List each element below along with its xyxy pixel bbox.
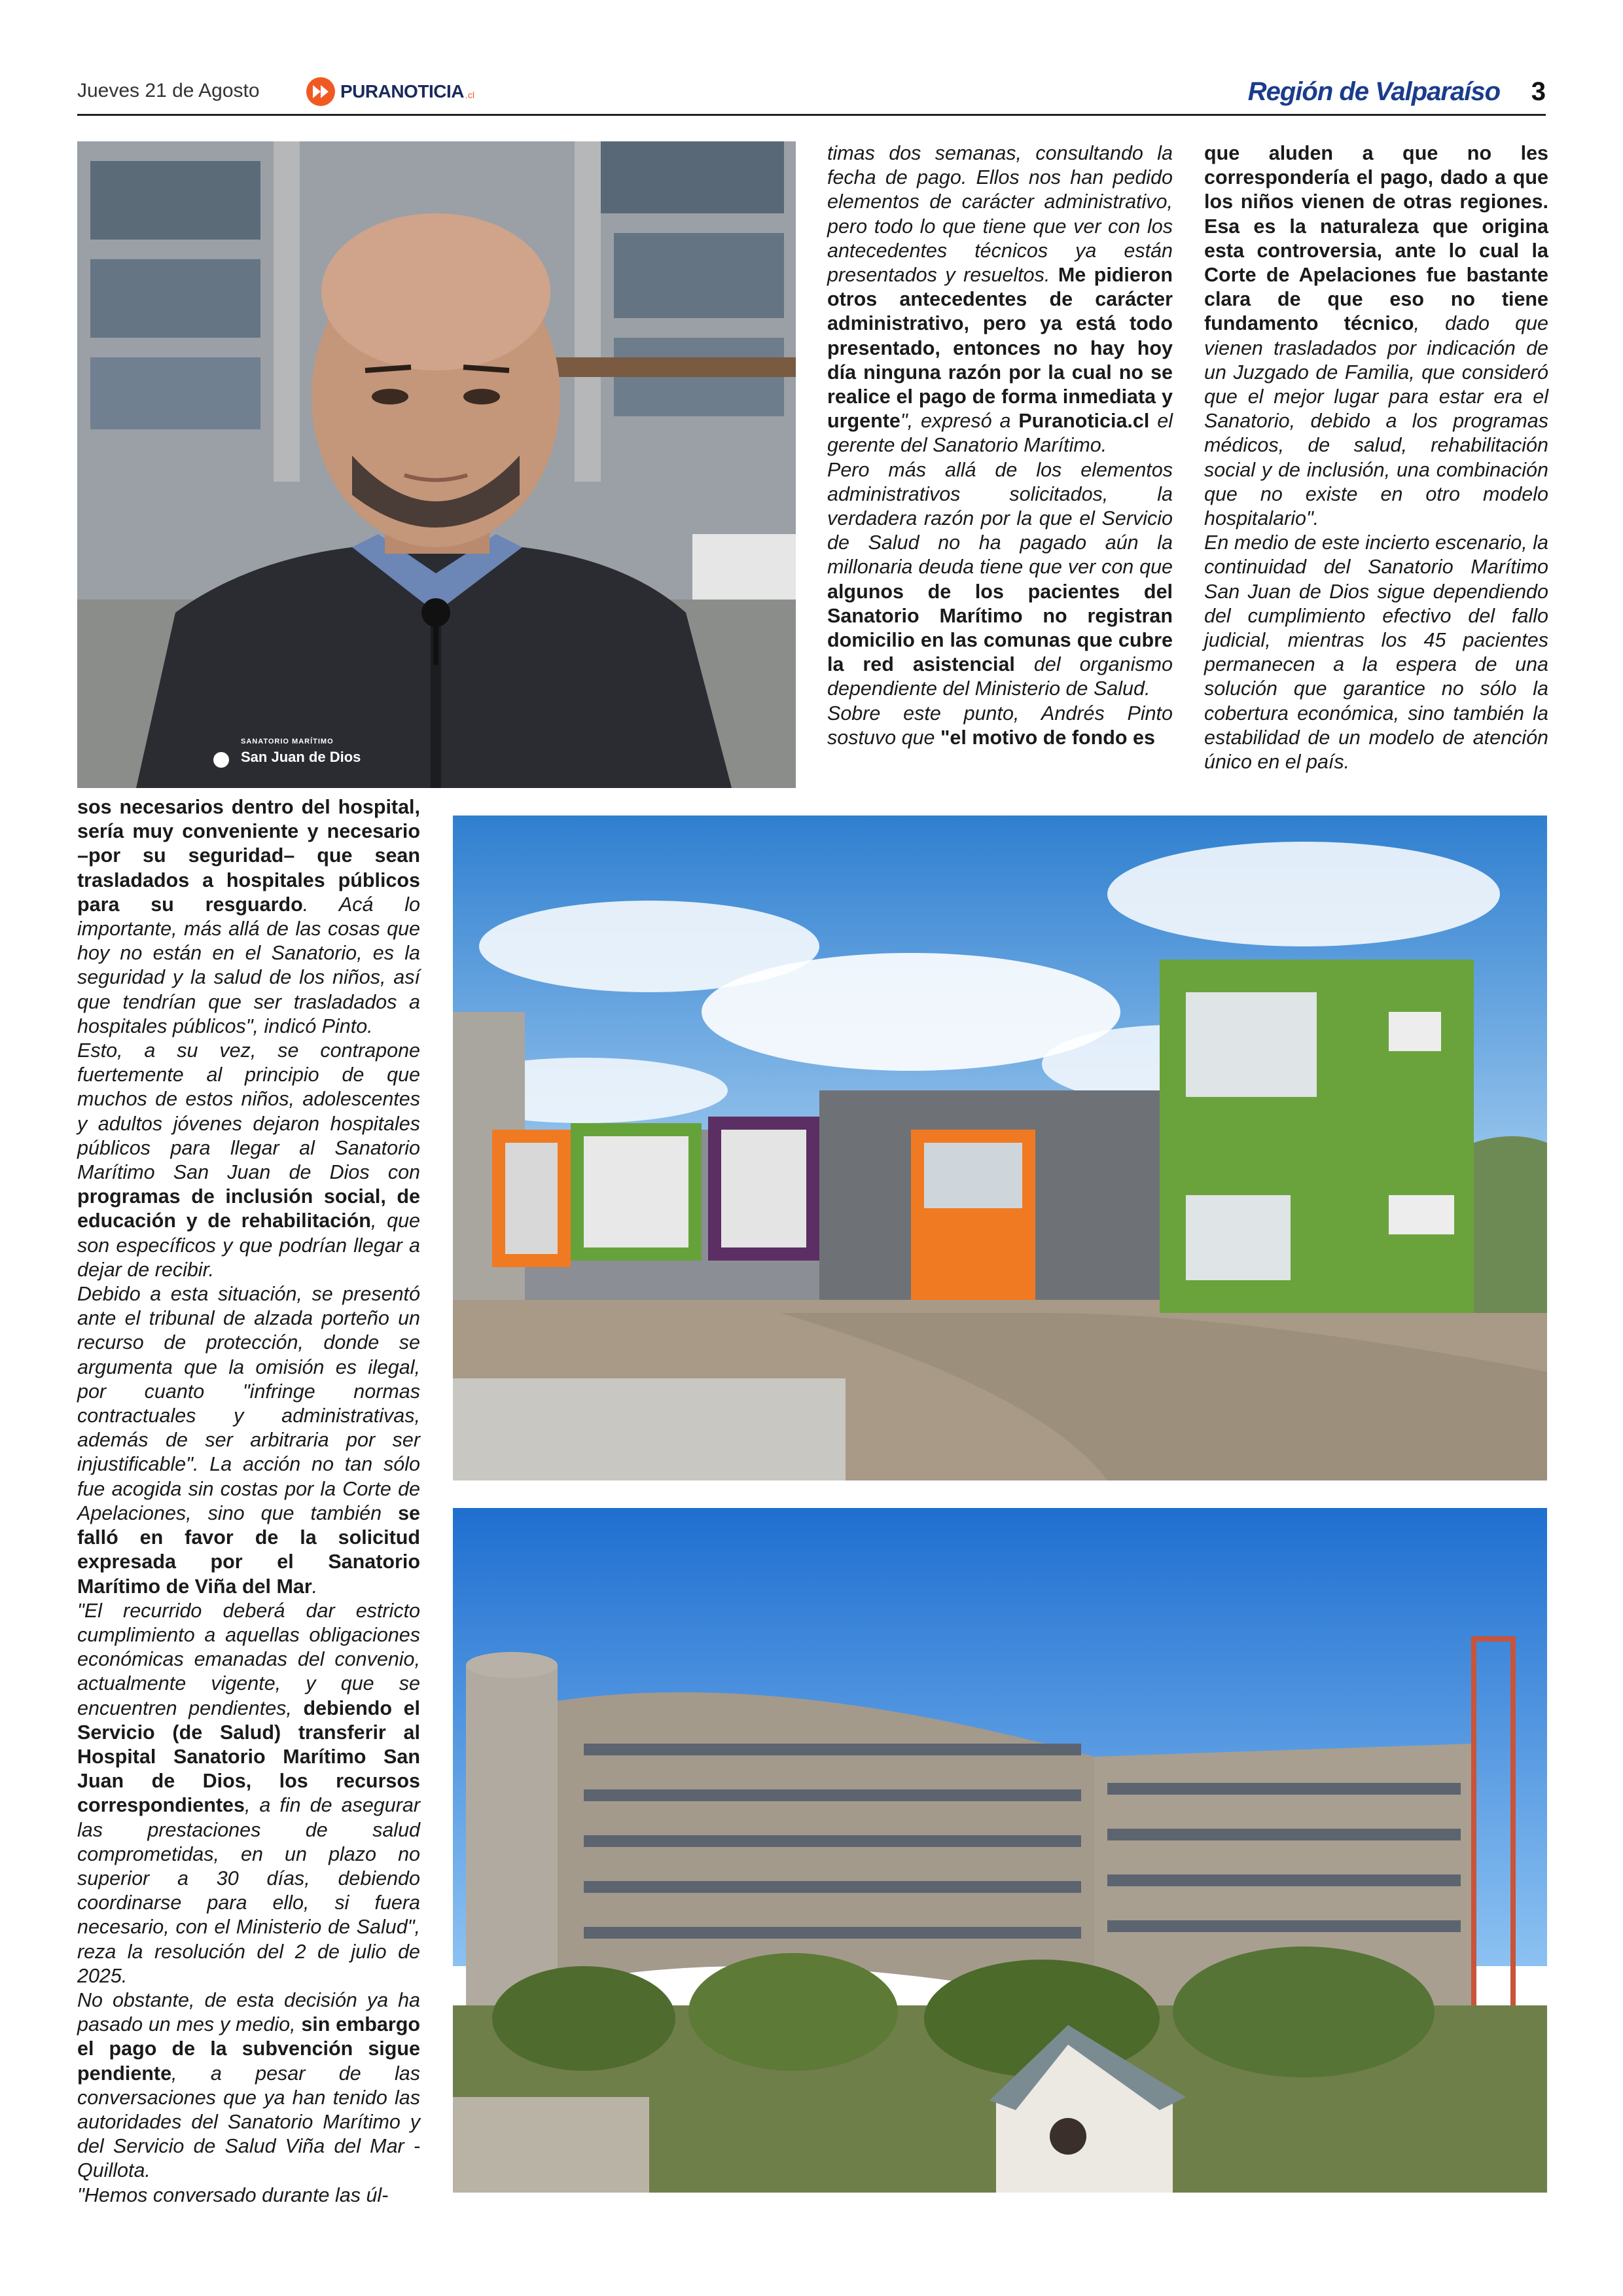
- bold-text-run: se falló en favor de la solicitud expresada por el Sanatorio Marítimo de Viña del Mar: [77, 1501, 420, 1598]
- italic-text-run: Sobre este punto, Andrés Pinto sostuvo que: [827, 702, 1173, 749]
- logo-text: PURANOTICIA: [340, 81, 464, 101]
- page-number: 3: [1531, 77, 1546, 106]
- sanatorio-building-photo: [453, 816, 1547, 1480]
- italic-text-run: "El recurrido deberá dar estricto cumplimiento a aquellas obligaciones económicas emanadas del convenio, actualmente vigente, y que se encuentren pendientes,: [77, 1599, 420, 1719]
- italic-text-run: "Hemos conversado durante las úl-: [77, 2183, 389, 2206]
- italic-text-run: , que son específicos y que podrían llegar a dejar de recibir.: [77, 1210, 420, 1281]
- article-column-middle: [827, 141, 1173, 750]
- header-divider: [77, 114, 1546, 116]
- section-title: Región de Valparaíso: [1247, 77, 1500, 106]
- bold-text-run: "el motivo de fondo es: [940, 726, 1155, 749]
- italic-text-run: el gerente del Sanatorio Marítimo.: [827, 410, 1173, 457]
- italic-text-run: , a fin de asegurar las prestaciones de salud comprometidas, en un plazo no superior a 30 días, debiendo coordinarse para ello, si fuera necesario, con el Ministerio de Salud", reza la resolución del 2 de julio de 2025.: [77, 1794, 420, 1987]
- italic-text-run: , dado que vienen trasladados por indicación de un Juzgado de Familia, que consideró que el mejor lugar para estar era el Sanatorio, debido a los programas médicos, de salud, rehabilitación social y de inclusión, una combinación que no existe en otro modelo hospitalario".: [1204, 312, 1548, 530]
- column-text: [827, 141, 1173, 750]
- puranoticia-logo: [306, 77, 474, 106]
- bold-text-run: sos necesarios dentro del hospital, sería muy conveniente y necesario –por su seguridad– que sean trasladados a hospitales públicos para su resguardo: [77, 796, 420, 916]
- bold-text-run: Puranoticia.cl: [1018, 410, 1150, 433]
- bold-text-run: debiendo el Servicio (de Salud) transferir al Hospital Sanatorio Marítimo San Juan de Dios, los recursos correspondientes: [77, 1696, 420, 1817]
- bold-text-run: algunos de los pacientes del Sanatorio Marítimo no registran domicilio en las comunas que cubre la red asistencial: [827, 580, 1173, 676]
- article-column-right: [1204, 141, 1548, 774]
- italic-text-run: timas dos semanas, consultando la fecha de pago. Ellos nos han pedido elementos de carácter administrativo, pero todo lo que tiene que ver con los antecedentes técnicos ya están presentados y resueltos.: [827, 142, 1173, 287]
- jacket-logo: SANATORIO MARÍTIMO San Juan de Dios: [241, 738, 361, 765]
- bold-text-run: programas de inclusión social, de educación y de rehabilitación: [77, 1185, 420, 1232]
- italic-text-run: del organismo dependiente del Ministerio de Salud.: [827, 653, 1173, 700]
- bold-text-run: sin embargo el pago de la subvención sigue pendiente: [77, 2013, 420, 2085]
- italic-text-run: Pero más allá de los elementos administrativos solicitados, la verdadera razón por la que el Servicio de Salud no ha pagado aún la millonaria deuda tiene que ver con que: [827, 458, 1173, 579]
- play-arrows-icon: [306, 77, 335, 106]
- column-text: [1204, 141, 1548, 774]
- bold-text-run: que aluden a que no les correspondería el pago, dado a que los niños vienen de otras regiones. Esa es la naturaleza que origina esta controversia, ante lo cual la Corte de Apelaciones fue bastante clara de que eso no tiene fundamento técnico: [1204, 142, 1548, 335]
- bold-text-run: Me pidieron otros antecedentes de carácter administrativo, pero ya está todo presentado, entonces no hay hoy día ninguna razón por la cual no se realice el pago de forma inmediata y urgente: [827, 264, 1173, 433]
- page-header: [77, 73, 1546, 117]
- issue-date: Jueves 21 de Agosto: [77, 80, 260, 101]
- logo-suffix: .cl: [465, 90, 474, 100]
- portrait-photo: [77, 141, 796, 788]
- italic-text-run: Debido a esta situación, se presentó ante el tribunal de alzada porteño un recurso de protección, donde se argumenta que la omisión es ilegal, por cuanto "infringe normas contractuales y administrativas, además de ser arbitraria por ser injustificable". La acción no tan sólo fue acogida sin costas por la Corte de Apelaciones, sino que también: [77, 1283, 420, 1524]
- hospital-building-photo: [453, 1508, 1547, 2193]
- italic-text-run: No obstante, de esta decisión ya ha pasado un mes y medio,: [77, 1988, 420, 2036]
- italic-text-run: . Acá lo importante, más allá de las cosas que hoy no están en el Sanatorio, es la seguridad y la salud de los niños, así que tendrían que ser trasladados a hospitales públicos", indicó Pinto.: [77, 893, 420, 1037]
- italic-text-run: , a pesar de las conversaciones que ya han tenido las autoridades del Sanatorio Marítimo y del Servicio de Salud Viña del Mar - Quillota.: [77, 2062, 420, 2182]
- italic-text-run: Esto, a su vez, se contrapone fuertemente al principio de que muchos de estos niños, adolescentes y adultos jóvenes dejaron hospitales públicos para llegar al Sanatorio Marítimo San Juan de Dios con: [77, 1039, 420, 1184]
- column-text: [77, 795, 420, 2208]
- article-column-left: [77, 795, 420, 2208]
- italic-text-run: ", expresó a: [900, 410, 1019, 433]
- italic-text-run: .: [312, 1575, 318, 1598]
- italic-text-run: En medio de este incierto escenario, la continuidad del Sanatorio Marítimo San Juan de Dios sigue dependiendo del cumplimiento efectivo del fallo judicial, mientras los 45 pacientes permanecen a la espera de una solución que garantice no sólo la cobertura económica, sino también la estabilidad de un modelo de atención único en el país.: [1204, 531, 1548, 774]
